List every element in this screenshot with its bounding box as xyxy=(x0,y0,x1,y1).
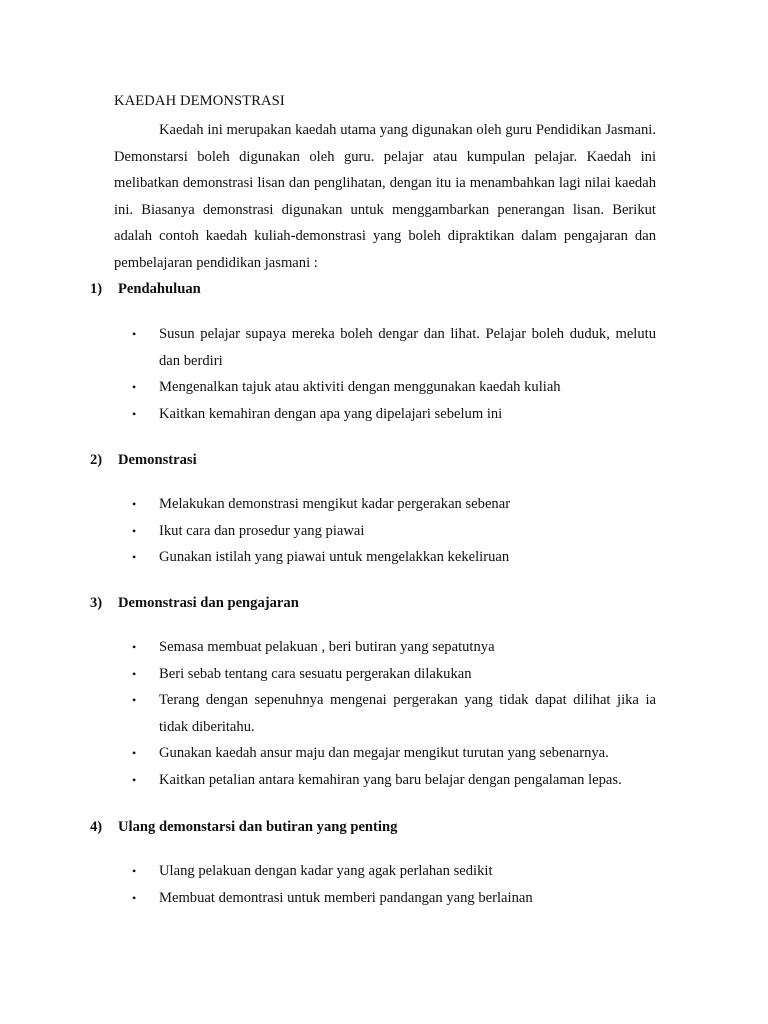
list-item: • Terang dengan sepenuhnya mengenai pergerakan yang tidak dapat dilihat jika ia tidak diberitahu. xyxy=(132,687,656,740)
bullet-icon: • xyxy=(132,380,137,394)
list-item: • Susun pelajar supaya mereka boleh dengar dan lihat. Pelajar boleh duduk, melutu dan berdiri xyxy=(132,321,656,374)
list-item: • Kaitkan kemahiran dengan apa yang dipelajari sebelum ini xyxy=(132,401,656,428)
section-heading-pendahuluan xyxy=(90,281,201,298)
bullet-list-demonstrasi-dan-pengajaran xyxy=(132,634,656,793)
list-item: • Ulang pelakuan dengan kadar yang agak perlahan sedikit xyxy=(132,858,656,885)
bullet-list-ulang-demonstarsi xyxy=(132,858,656,911)
section-number: 2) xyxy=(90,452,103,468)
list-item: • Mengenalkan tajuk atau aktiviti dengan menggunakan kaedah kuliah xyxy=(132,374,656,401)
bullet-icon: • xyxy=(132,327,137,341)
intro-paragraph: Kaedah ini merupakan kaedah utama yang digunakan oleh guru Pendidikan Jasmani. Demonstarsi boleh digunakan oleh guru. pelajar atau kumpulan pelajar. Kaedah ini melibatkan demonstrasi lisan dan penglihatan, dengan itu ia menambahkan lagi nilai kaedah ini. Biasanya demonstrasi digunakan untuk menggambarkan penerangan lisan. Berikut adalah contoh kaedah kuliah-demonstrasi yang boleh dipraktikan dalam pengajaran dan pembelajaran pendidikan jasmani : xyxy=(114,122,656,271)
list-item: • Beri sebab tentang cara sesuatu pergerakan dilakukan xyxy=(132,661,656,688)
bullet-list-demonstrasi xyxy=(132,491,656,571)
section-number: 4) xyxy=(90,819,103,835)
section-title: Demonstrasi xyxy=(118,452,197,468)
section-heading-demonstrasi-dan-pengajaran xyxy=(90,595,299,612)
list-item: • Gunakan kaedah ansur maju dan megajar mengikut turutan yang sebenarnya. xyxy=(132,740,656,767)
bullet-icon: • xyxy=(132,772,137,787)
bullet-icon: • xyxy=(132,640,137,654)
section-heading-demonstrasi xyxy=(90,452,197,469)
section-number: 1) xyxy=(90,281,103,297)
bullet-icon: • xyxy=(132,497,137,511)
section-heading-ulang-demonstarsi xyxy=(90,819,397,836)
section-title: Ulang demonstarsi dan butiran yang penting xyxy=(118,819,398,835)
section-title: Demonstrasi dan pengajaran xyxy=(118,595,299,611)
bullet-icon: • xyxy=(132,693,137,707)
list-item: • Kaitkan petalian antara kemahiran yang baru belajar dengan pengalaman lepas. xyxy=(132,767,656,794)
list-item: • Gunakan istilah yang piawai untuk mengelakkan kekeliruan xyxy=(132,544,656,571)
list-item: • Melakukan demonstrasi mengikut kadar pergerakan sebenar xyxy=(132,491,656,518)
bullet-icon: • xyxy=(132,864,137,878)
bullet-icon: • xyxy=(132,890,137,905)
list-item: • Membuat demontrasi untuk memberi pandangan yang berlainan xyxy=(132,885,656,912)
bullet-icon: • xyxy=(132,523,137,538)
bullet-icon: • xyxy=(132,746,137,760)
bullet-icon: • xyxy=(132,666,137,681)
bullet-icon: • xyxy=(132,550,137,564)
bullet-icon: • xyxy=(132,406,137,421)
list-item: • Ikut cara dan prosedur yang piawai xyxy=(132,518,656,545)
bullet-list-pendahuluan xyxy=(132,321,656,427)
section-title: Pendahuluan xyxy=(118,281,201,297)
section-number: 3) xyxy=(90,595,103,611)
list-item: • Semasa membuat pelakuan , beri butiran yang sepatutnya xyxy=(132,634,656,661)
document-title: KAEDAH DEMONSTRASI xyxy=(114,93,285,109)
